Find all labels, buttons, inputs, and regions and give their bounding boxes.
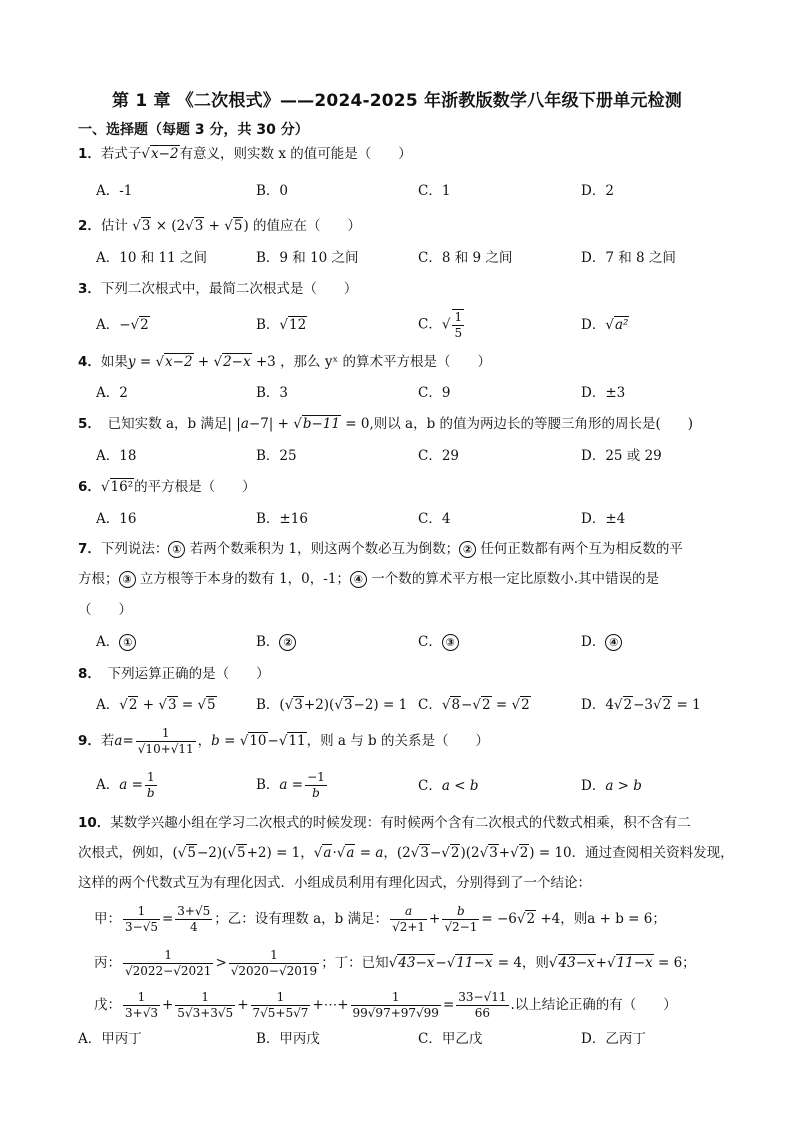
q9-option-d[interactable]: D．a > b <box>581 778 642 794</box>
q10-option-b[interactable]: B．甲丙戊 <box>256 1031 320 1047</box>
q1-option-d[interactable]: D．2 <box>581 183 614 199</box>
question-7-line-3: （ ） <box>78 602 132 618</box>
q8-option-c[interactable]: C．√8−√2 = √2 <box>418 697 530 713</box>
q3-option-a[interactable]: A．−√2 <box>96 317 149 333</box>
q1-option-c[interactable]: C．1 <box>418 183 451 199</box>
q7-option-a[interactable]: A． ① <box>96 632 136 652</box>
q4-option-d[interactable]: D．±3 <box>581 385 626 401</box>
question-8: 8． 下列运算正确的是（ ） <box>78 666 270 682</box>
q10-option-d[interactable]: D．乙丙丁 <box>581 1031 646 1047</box>
q6-option-a[interactable]: A．16 <box>96 511 137 527</box>
q10-option-c[interactable]: C．甲乙戊 <box>418 1031 483 1047</box>
q9-option-a[interactable]: A．a = $\frac{1}{b}$ <box>96 770 155 800</box>
q1-option-b[interactable]: B．0 <box>256 183 289 199</box>
question-10-bing-ding: 丙： $\frac{1}{√2022-√2021}$ > $\frac{1}{√2020-√2019}$ ；丁：已知√43−x−√11−x = 4，则√43−x+√11−x = 6； <box>94 948 696 978</box>
q4-option-c[interactable]: C．9 <box>418 385 451 401</box>
q2-option-c[interactable]: C．8 和 9 之间 <box>418 250 513 266</box>
q4-option-b[interactable]: B．3 <box>256 385 289 401</box>
q2-option-b[interactable]: B．9 和 10 之间 <box>256 250 359 266</box>
question-10-line-2: 次根式，例如，(√5−2)(√5+2) = 1，√a·√a = a，(2√3−√2)(2√3+√2) = 10．通过查阅相关资料发现， <box>78 845 734 861</box>
question-9: 9．若a= $\frac{1}{√10+√11}$ ，b = √10−√11，则 a 与 b 的关系是（ ） <box>78 726 489 756</box>
q7-option-b[interactable]: B． ② <box>256 632 296 652</box>
q5-option-b[interactable]: B．25 <box>256 448 297 464</box>
q6-option-b[interactable]: B．±16 <box>256 511 308 527</box>
q8-option-d[interactable]: D．4√2−3√2 = 1 <box>581 697 701 713</box>
question-2: 2．估计 √3 × (2√3 + √5) 的值应在（ ） <box>78 218 362 234</box>
question-7-line-2: 方根； ③ 立方根等于本身的数有 1，0，-1； ④ 一个数的算术平方根一定比原数小.其中错误的是 <box>78 571 660 587</box>
question-10-line-3: 这样的两个代数式互为有理化因式．小组成员利用有理化因式，分别得到了一个结论： <box>78 875 591 891</box>
question-5: 5． 已知实数 a，b 满足| |a−7| + √b−11 = 0,则以 a，b 的值为两边长的等腰三角形的周长是( ) <box>78 416 694 432</box>
question-10-jia-yi: 甲： $\frac{1}{3-√5}$ = $\frac{3+√5}{4}$ ；乙：设有理数 a，b 满足： $\frac{a}{√2+1}$ + $\frac{b}{√2-1}$ = −6√2 +4，则a + b = 6； <box>94 904 666 934</box>
page-title: 第 1 章 《二次根式》——2024-2025 年浙教版数学八年级下册单元检测 <box>112 91 682 111</box>
q3-option-b[interactable]: B．√12 <box>256 317 307 333</box>
q4-option-a[interactable]: A．2 <box>96 385 128 401</box>
question-3: 3．下列二次根式中，最简二次根式是（ ） <box>78 281 358 297</box>
question-1: 1．若式子√x−2有意义，则实数 x 的值可能是（ ） <box>78 146 412 162</box>
q8-option-a[interactable]: A．√2 + √3 = √5 <box>96 697 216 713</box>
question-4: 4．如果y = √x−2 + √2−x +3 ，那么 yˣ 的算术平方根是（ ） <box>78 354 491 370</box>
section-heading: 一、选择题（每题 3 分，共 30 分） <box>78 122 309 138</box>
q5-option-a[interactable]: A．18 <box>96 448 137 464</box>
q8-option-b[interactable]: B．(√3+2)(√3−2) = 1 <box>256 697 408 713</box>
q6-option-c[interactable]: C．4 <box>418 511 451 527</box>
q5-option-c[interactable]: C．29 <box>418 448 460 464</box>
question-10: 10．某数学兴趣小组在学习二次根式的时候发现：有时候两个含有二次根式的代数式相乘，积不含有二 <box>78 815 691 831</box>
q3-option-c[interactable]: C．√ $\frac{1}{5}$ <box>418 310 463 340</box>
q9-option-c[interactable]: C．a < b <box>418 778 479 794</box>
q2-option-d[interactable]: D．7 和 8 之间 <box>581 250 676 266</box>
q6-option-d[interactable]: D．±4 <box>581 511 626 527</box>
question-6: 6．√16²的平方根是（ ） <box>78 479 256 495</box>
q10-option-a[interactable]: A．甲丙丁 <box>78 1031 142 1047</box>
q5-option-d[interactable]: D．25 或 29 <box>581 448 662 464</box>
question-7: 7．下列说法： ① 若两个数乘积为 1，则这两个数必互为倒数； ② 任何正数都有两个互为相反数的平 <box>78 541 683 557</box>
q1-option-a[interactable]: A．-1 <box>96 183 133 199</box>
q9-option-b[interactable]: B．a = $\frac{-1}{b}$ <box>256 770 325 800</box>
q7-option-d[interactable]: D． ④ <box>581 632 622 652</box>
q2-option-a[interactable]: A．10 和 11 之间 <box>96 250 207 266</box>
question-10-wu: 戊： $\frac{1}{3+√3}$ + $\frac{1}{5√3+3√5}$ + $\frac{1}{7√5+5√7}$ +⋯+ $\frac{1}{99√97+97√99}$ = $\frac{33-√11}{66}$ .以上结论正确的有（ ） <box>94 990 677 1020</box>
q3-option-d[interactable]: D．√a² <box>581 317 629 333</box>
q7-option-c[interactable]: C． ③ <box>418 632 459 652</box>
